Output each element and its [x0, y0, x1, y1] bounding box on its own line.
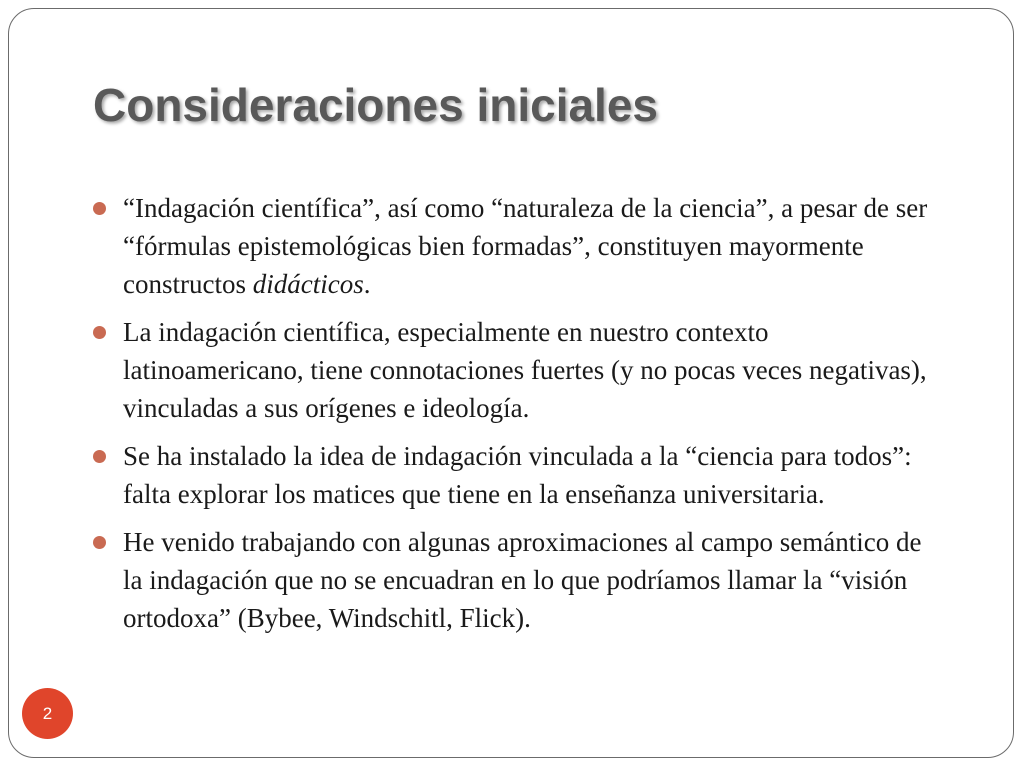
- bullet-item: [93, 189, 943, 303]
- page-number-badge: 2: [22, 688, 73, 739]
- bullet-item: [93, 437, 943, 513]
- bullet-text: La indagación científica, especialmente en nuestro contexto latinoamericano, tiene connotaciones fuertes (y no pocas veces negativas), vinculadas a sus orígenes e ideología.: [123, 317, 927, 423]
- bullet-dot-icon: [93, 326, 106, 339]
- slide-title: Consideraciones iniciales: [93, 79, 659, 131]
- bullet-dot-icon: [93, 536, 106, 549]
- bullet-text: He venido trabajando con algunas aproximaciones al campo semántico de la indagación que no se encuadran en lo que podríamos llamar la “visión ortodoxa” (Bybee, Windschitl, Flick).: [123, 527, 922, 633]
- bullet-list: [93, 189, 943, 647]
- bullet-dot-icon: [93, 202, 106, 215]
- bullet-item: [93, 313, 943, 427]
- bullet-text: Se ha instalado la idea de indagación vinculada a la “ciencia para todos”: falta explorar los matices que tiene en la enseñanza universitaria.: [123, 441, 912, 509]
- bullet-text: “Indagación científica”, así como “naturaleza de la ciencia”, a pesar de ser “fórmulas epistemológicas bien formadas”, constituyen mayormente constructos didácticos.: [123, 193, 928, 299]
- bullet-dot-icon: [93, 450, 106, 463]
- slide-frame: [8, 8, 1014, 758]
- bullet-item: [93, 523, 943, 637]
- bullet-emphasis: didácticos: [252, 269, 364, 299]
